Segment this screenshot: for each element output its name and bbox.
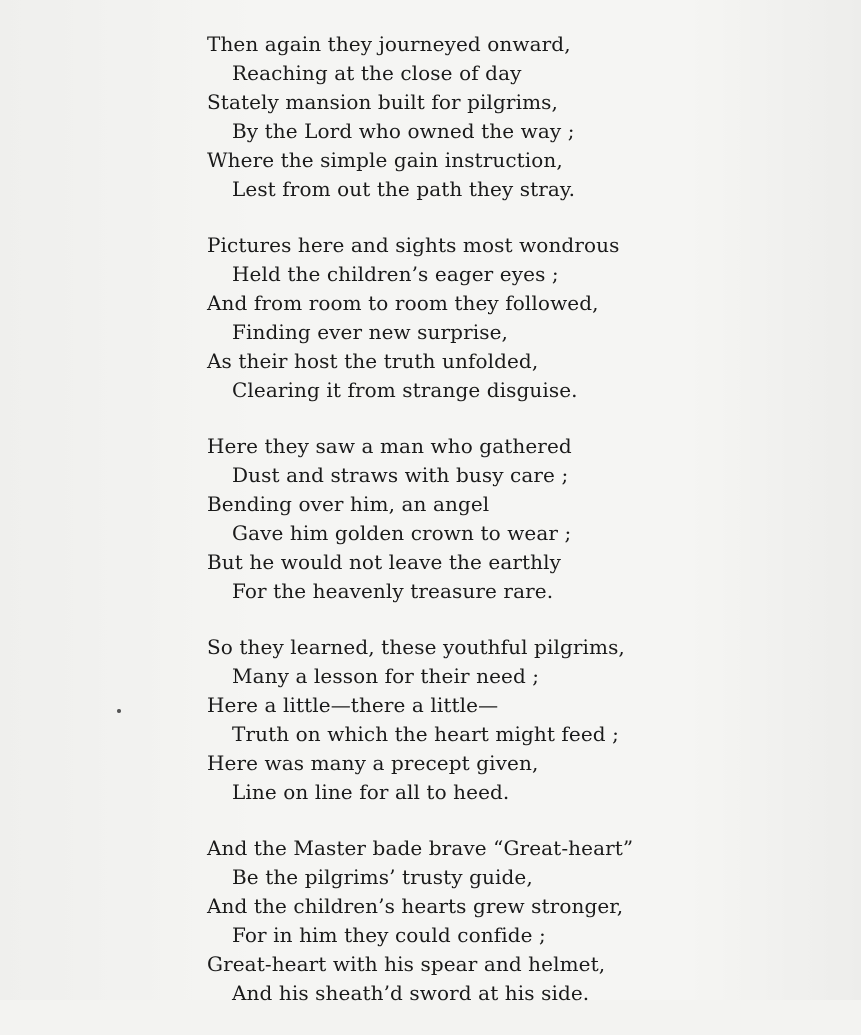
- stanza-1: [207, 30, 827, 204]
- poem-line: Finding ever new surprise,: [232, 320, 508, 344]
- poem-line: Then again they journeyed onward,: [207, 32, 571, 56]
- poem-line: So they learned, these youthful pilgrims,: [207, 635, 625, 659]
- ink-speck: [117, 709, 121, 713]
- poem-line: Gave him golden crown to wear ;: [232, 521, 572, 545]
- poem-line: As their host the truth unfolded,: [207, 349, 539, 373]
- poem-line: And the children’s hearts grew stronger,: [207, 894, 624, 918]
- poem-line: For the heavenly treasure rare.: [232, 579, 554, 603]
- poem-line: But he would not leave the earthly: [207, 550, 562, 574]
- poem-line: By the Lord who owned the way ;: [232, 119, 575, 143]
- poem-line: For in him they could confide ;: [232, 923, 546, 947]
- poem-line: Stately mansion built for pilgrims,: [207, 90, 558, 114]
- poem-line: Here they saw a man who gathered: [207, 434, 572, 458]
- poem-line: Lest from out the path they stray.: [232, 177, 576, 201]
- stanza-5: [207, 834, 827, 1008]
- poem-line: Many a lesson for their need ;: [232, 664, 540, 688]
- stanza-3: [207, 432, 827, 606]
- poem-line: Here a little—there a little—: [207, 693, 499, 717]
- poem-line: Truth on which the heart might feed ;: [232, 722, 619, 746]
- poem: [207, 30, 827, 1035]
- poem-line: Where the simple gain instruction,: [207, 148, 563, 172]
- stanza-2: [207, 231, 827, 405]
- poem-line: Line on line for all to heed.: [232, 780, 510, 804]
- poem-line: Pictures here and sights most wondrous: [207, 233, 620, 257]
- poem-line: And from room to room they followed,: [207, 291, 599, 315]
- poem-line: And his sheath’d sword at his side.: [232, 981, 590, 1005]
- poem-line: Bending over him, an angel: [207, 492, 490, 516]
- stanza-4: [207, 633, 827, 807]
- poem-line: Held the children’s eager eyes ;: [232, 262, 559, 286]
- poem-line: Be the pilgrims’ trusty guide,: [232, 865, 533, 889]
- poem-line: Great-heart with his spear and helmet,: [207, 952, 606, 976]
- poem-line: And the Master bade brave “Great-heart”: [207, 836, 634, 860]
- poem-line: Clearing it from strange disguise.: [232, 378, 578, 402]
- poem-line: Here was many a precept given,: [207, 751, 539, 775]
- poem-line: Dust and straws with busy care ;: [232, 463, 569, 487]
- poem-line: Reaching at the close of day: [232, 61, 522, 85]
